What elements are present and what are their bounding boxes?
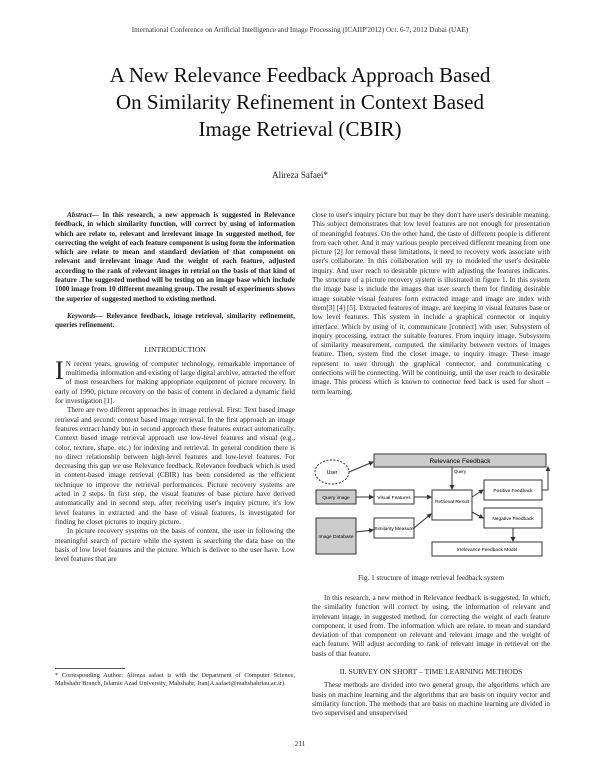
abstract-text: In this research, a new approach is suggested in Relevance feedback, in which similarity function, will correct by using of information which are relate to, relevant and irrelevant image In suggested method, for correcting the weight of each feature component is using form the information which are relate to mean and standard deviation of that component on relevant and irrelevant image And the weight of each feature, adjusted according to the rank of relevant images in retrial on the basis of that kind of feature .The suggested method will be testing on an image base which include 1000 image from 10 different meaning group. The result of experiments shows the superior of suggested method to existing method. [55,211,295,303]
image-database-label: Image Database [318,535,354,540]
title-line-2: On Similarity Refinement in Context Based [115,90,485,114]
abstract [55,211,295,304]
section-1-title: I.INTRODUCTION [144,344,206,354]
negative-feedback-label: Negative Feedback [492,517,534,522]
title-line-1: A New Relevance Feedback Approach Based [109,63,491,87]
retrieval-result-box [432,490,472,520]
title-line-3: Image Retrieval (CBIR) [198,117,402,141]
figure-1 [312,452,550,562]
query-label: Query [453,469,467,474]
similarity-measure-label: Similarity Measure [374,527,414,532]
intro-paragraph-3: In picture recovery systems on the basis of content, the user in following the meaningful search of picture while the system is searching the data base on the basis of low level features and the picture. Which is deliver to the user have. Low level features that are [55,527,295,564]
figure-diagram [312,452,550,562]
footnote-rule [55,668,125,669]
right-paragraph-2: In this research, a new method in Relevance feedback is suggested. In which, the similarity function will correct by using, the information of relevant and irrelevant image, in suggested method, for correcting the weight of each feature component, it used from. The information which are relate. to mean and standard deviation of that component on relevant and relevant image and the weight of each feature. Will adjust according to rank of relevant image in retrieval on the basis of that feature. [312,594,550,658]
page-number: 211 [294,740,306,748]
user-label: User [326,470,338,476]
keywords-text: Relevance feedback, image retrieval, similarity refinement, queries refinement. [55,311,295,330]
abstract-label: Abstract— [67,211,99,219]
keywords-label: Keywords— [67,311,103,320]
drop-cap: I [55,355,64,385]
relevance-feedback-label: Relevance Feedback [429,458,491,465]
conference-header: International Conference on Artificial Intelligence and Image Processing (ICAIIP'2012) Oct. 6-7, 2012 Dubai (UAE) [131,26,469,34]
paper-title [60,62,540,143]
right-column-bottom [312,594,550,719]
retrieval-result-label: Retrieval Result [435,500,469,505]
right-paragraph-3: These methods are divided into two general group, the algorithms which are basis on machine learning and the algorithms that are basis on inquiry vector and similarity function. The methods that are basis on machine learning are divided in two supervised and unsupervised [312,681,550,718]
right-column-top [312,211,550,397]
intro-paragraph-1 [55,355,295,406]
figure-caption: Fig. 1 structure of image retrieval feedback system [357,574,505,582]
visual-features-label: Visual Features [377,496,411,501]
query-image-label: Query image [322,496,350,501]
irrelevance-feedback-model-label: Irrelevance Feedback Model [456,548,518,553]
intro-p1-text: N recent years, growing of computer technology, remarkable importance of multimedia information and existing of large digital archive, attracted the effort of most researchers for making appropriate equipment of picture recovery. In early of 1990, picture recovery on the basis of content in declared a dynamic field for investigation [1]. [55,359,295,406]
author: Alireza Safaei* [272,170,328,180]
right-paragraph-1: close to user's inquiry picture but may be they don't have user's desirable meaning. This subject demonstrates that low level features are not enough for presentation of meaningful features. On the other hand, the taste of different people is different from each other. And it may various people perceived different meaning from one picture [2] for removal these limitations, it need to recovery work associate with user's collaborate. In this collaboration will try to modeled the user's desirable inquiry. And user reach to desirable picture with adjusting the features indicates. The structure of a picture recovery system is illustrated in figure 1. In this system the image base is include the images that user search them for finding desirable image suitable visual features form extracted image and image are index with them[3] [4] [5]. Extracted features of image. are keeping in visual features base or low level features. This system in include a graphical connector or inquiry interface. Which by using of it, communicate [connect] with user. Subsystem of inquiry processing, extract the suitable features. From inquiry image. Subsystem of similarity measurement, computed. the similarity between vectors of images feature. Then, system find the closet image, to inquiry image. These image represent to user through the graphical connector, and communicating c onnections will be connecting. Will be continuing, until the user reach to desirable image. This process which is known to connector feed back is used for short – term learning. [312,211,550,396]
footnote: * Corresponding Author: Alireza safaei is with the Department of Computer Science, Mahshahr Branch, Islamic Azad University, Mahshahr, Iran(A.safaei@mahshahriau.ac.ir). [55,672,295,687]
intro-paragraph-2: There are two different approaches in image retrieval. First: Text based image retrieval and second: context based image retrieval. In the first approach an image features extract handy but in second approach these features extract automatically. Context based image retrieval approach use low-level features and visual (e.g., color, texture, shape, etc.) for indexing and retrieval. In general condition there is no direct relationship between high-level features and low-level features. For decreasing this gap we use Relevance feedback. Relevance feedback which is used in content-based image retrieval (CBIR) has been considered as the efficient technique to improve the retrieval performances. Picture recovery systems are acted in 2 steps. In first step, the visual features of base picture have derived automatically and in second step, after receiving user's inquiry picture, it's low level features in extracted and the base of visual features, is investigated for finding he closet pictures to inquiry picture. [55,406,295,526]
keywords [55,312,295,331]
left-column [55,211,295,564]
section-2-title: II. SURVEY ON SHORT – TIME LEARNING METHODS [339,667,523,677]
positive-feedback-label: Positive Feedback [493,489,533,494]
